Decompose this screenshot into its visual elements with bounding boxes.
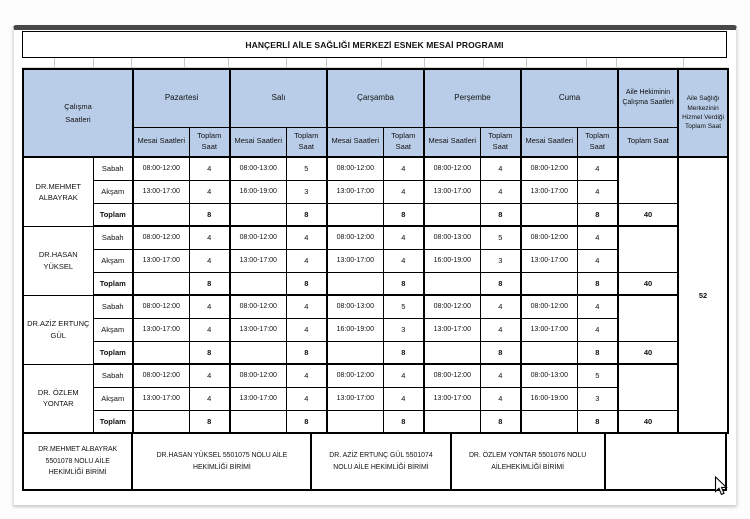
time-cell-empty — [230, 341, 286, 364]
period-label-cell: Sabah — [93, 157, 133, 180]
time-cell: 08:00-12:00 — [133, 364, 189, 387]
time-cell-empty — [424, 203, 480, 226]
schedule-row — [23, 272, 728, 295]
empty-unit-cell — [606, 434, 725, 489]
schedule-row — [23, 226, 728, 249]
day-header-wednesday: Çarşamba — [327, 69, 424, 127]
hours-cell: 4 — [383, 180, 424, 203]
schedule-header — [23, 69, 728, 157]
unit-label-cell: DR.HASAN YÜKSEL 5501075 NOLU AİLE HEKİMLİĞİ BİRİMİ — [133, 434, 312, 489]
hours-cell: 4 — [577, 180, 618, 203]
schedule-row — [23, 410, 728, 433]
day-header-thursday: Perşembe — [424, 69, 521, 127]
time-cell: 08:00-12:00 — [521, 295, 577, 318]
sub-header-toplam: Toplam Saat — [383, 127, 424, 157]
period-label-cell: Toplam — [93, 272, 133, 295]
schedule-body — [23, 157, 728, 433]
time-cell-empty — [133, 203, 189, 226]
time-cell: 13:00-17:00 — [230, 318, 286, 341]
doctor-name-cell: DR.MEHMET ALBAYRAK — [23, 157, 93, 226]
time-cell: 13:00-17:00 — [133, 249, 189, 272]
time-cell-empty — [521, 203, 577, 226]
schedule-row — [23, 203, 728, 226]
hours-cell: 8 — [480, 203, 521, 226]
time-cell-empty — [327, 341, 383, 364]
time-cell: 08:00-12:00 — [424, 157, 480, 180]
time-cell: 08:00-13:00 — [230, 157, 286, 180]
time-cell: 13:00-17:00 — [424, 387, 480, 410]
period-label-cell: Sabah — [93, 364, 133, 387]
time-cell-empty — [424, 341, 480, 364]
sub-header-toplam: Toplam Saat — [189, 127, 230, 157]
grid-cell — [684, 58, 727, 68]
hours-cell: 8 — [189, 341, 230, 364]
center-week-total-cell: 52 — [678, 157, 728, 433]
hours-cell: 5 — [577, 364, 618, 387]
hours-cell: 4 — [577, 249, 618, 272]
unit-label-cell: DR. ÖZLEM YONTAR 5501076 NOLU AİLEHEKİMLİĞİ BİRİMİ — [452, 434, 606, 489]
time-cell-empty — [133, 341, 189, 364]
mouse-cursor-icon — [714, 476, 728, 496]
schedule-row — [23, 364, 728, 387]
time-cell-empty — [327, 410, 383, 433]
hours-cell: 4 — [480, 318, 521, 341]
time-cell-empty — [521, 341, 577, 364]
hours-cell: 4 — [383, 387, 424, 410]
hours-cell: 8 — [577, 272, 618, 295]
hours-cell: 4 — [480, 364, 521, 387]
period-label-cell: Sabah — [93, 226, 133, 249]
period-label-cell: Akşam — [93, 318, 133, 341]
physician-week-total-cell: 40 — [618, 203, 678, 226]
hours-cell: 5 — [286, 157, 327, 180]
hours-cell: 4 — [480, 387, 521, 410]
period-label-cell: Sabah — [93, 295, 133, 318]
physician-week-empty-cell — [618, 157, 678, 203]
time-cell: 08:00-12:00 — [424, 295, 480, 318]
hours-cell: 8 — [577, 203, 618, 226]
hours-cell: 8 — [383, 203, 424, 226]
grid-cell — [55, 58, 94, 68]
time-cell-empty — [424, 272, 480, 295]
hours-cell: 8 — [383, 410, 424, 433]
time-cell: 13:00-17:00 — [327, 180, 383, 203]
time-cell: 16:00-19:00 — [230, 180, 286, 203]
period-label-cell: Toplam — [93, 410, 133, 433]
grid-cell — [287, 58, 327, 68]
hours-cell: 3 — [383, 318, 424, 341]
time-cell-empty — [521, 410, 577, 433]
time-cell: 08:00-12:00 — [521, 157, 577, 180]
hours-cell: 8 — [383, 341, 424, 364]
hours-cell: 4 — [189, 226, 230, 249]
hours-cell: 4 — [383, 157, 424, 180]
time-cell: 08:00-12:00 — [230, 226, 286, 249]
hours-cell: 4 — [189, 249, 230, 272]
time-cell: 13:00-17:00 — [521, 318, 577, 341]
time-cell: 13:00-17:00 — [521, 249, 577, 272]
hours-cell: 4 — [383, 364, 424, 387]
hours-cell: 4 — [286, 295, 327, 318]
hours-cell: 5 — [480, 226, 521, 249]
doctor-name-cell: DR.HASAN YÜKSEL — [23, 226, 93, 295]
hours-cell: 4 — [189, 387, 230, 410]
time-cell-empty — [424, 410, 480, 433]
hours-cell: 8 — [577, 341, 618, 364]
hours-cell: 8 — [480, 341, 521, 364]
time-cell: 08:00-12:00 — [230, 364, 286, 387]
corner-header-cell — [23, 69, 133, 157]
sub-header-toplam: Toplam Saat — [286, 127, 327, 157]
time-cell: 13:00-17:00 — [424, 318, 480, 341]
time-cell: 16:00-19:00 — [521, 387, 577, 410]
physician-week-total-cell: 40 — [618, 272, 678, 295]
hours-cell: 4 — [577, 295, 618, 318]
time-cell: 13:00-17:00 — [230, 249, 286, 272]
hours-cell: 8 — [480, 272, 521, 295]
hours-cell: 8 — [189, 272, 230, 295]
physician-week-total-cell: 40 — [618, 410, 678, 433]
physician-week-empty-cell — [618, 364, 678, 410]
hours-cell: 4 — [577, 226, 618, 249]
time-cell: 08:00-12:00 — [133, 226, 189, 249]
time-cell: 08:00-12:00 — [327, 226, 383, 249]
grid-cell — [229, 58, 287, 68]
schedule-row — [23, 295, 728, 318]
time-cell: 08:00-12:00 — [230, 295, 286, 318]
grid-cell — [617, 58, 684, 68]
hours-cell: 8 — [189, 410, 230, 433]
grid-cell — [327, 58, 382, 68]
grid-cell — [132, 58, 185, 68]
time-cell: 13:00-17:00 — [521, 180, 577, 203]
sub-header-mesai: Mesai Saatleri — [521, 127, 577, 157]
doctor-name-cell: DR.AZİZ ERTUNÇ GÜL — [23, 295, 93, 364]
physician-week-total-cell: 40 — [618, 341, 678, 364]
hours-cell: 4 — [286, 364, 327, 387]
hours-cell: 5 — [383, 295, 424, 318]
grid-cell — [527, 58, 587, 68]
corner-header-label: Çalışma Saatleri — [64, 101, 92, 124]
physician-hours-subheader: Toplam Saat — [618, 127, 678, 157]
hours-cell: 8 — [189, 203, 230, 226]
time-cell: 08:00-13:00 — [424, 226, 480, 249]
time-cell-empty — [327, 272, 383, 295]
hours-cell: 4 — [189, 295, 230, 318]
schedule-row — [23, 157, 728, 180]
day-header-tuesday: Salı — [230, 69, 327, 127]
time-cell-empty — [230, 272, 286, 295]
hours-cell: 4 — [480, 180, 521, 203]
page-title: HANÇERLİ AİLE SAĞLIĞI MERKEZİ ESNEK MESAİ PROGRAMI — [22, 31, 727, 58]
hours-cell: 4 — [189, 364, 230, 387]
grid-cell — [185, 58, 229, 68]
hours-cell: 4 — [383, 226, 424, 249]
hours-cell: 8 — [286, 203, 327, 226]
schedule-row — [23, 341, 728, 364]
sub-header-mesai: Mesai Saatleri — [424, 127, 480, 157]
sub-header-mesai: Mesai Saatleri — [230, 127, 286, 157]
time-cell: 16:00-19:00 — [424, 249, 480, 272]
unit-label-cell: DR. AZİZ ERTUNÇ GÜL 5501074 NOLU AİLE HEKİMLİĞİ BİRİMİ — [312, 434, 451, 489]
time-cell: 16:00-19:00 — [327, 318, 383, 341]
physician-week-empty-cell — [618, 226, 678, 272]
physician-hours-header: Aile Hekiminin Çalışma Saatleri — [618, 69, 678, 127]
grid-cell — [425, 58, 484, 68]
hours-cell: 8 — [286, 410, 327, 433]
hours-cell: 4 — [383, 249, 424, 272]
hours-cell: 8 — [286, 341, 327, 364]
time-cell: 08:00-12:00 — [327, 364, 383, 387]
time-cell-empty — [327, 203, 383, 226]
time-cell: 08:00-12:00 — [424, 364, 480, 387]
sub-header-toplam: Toplam Saat — [480, 127, 521, 157]
time-cell: 08:00-12:00 — [327, 157, 383, 180]
day-header-friday: Cuma — [521, 69, 618, 127]
schedule-table — [22, 68, 729, 434]
sub-header-mesai: Mesai Saatleri — [327, 127, 383, 157]
hours-cell: 3 — [480, 249, 521, 272]
hours-cell: 4 — [577, 318, 618, 341]
time-cell: 13:00-17:00 — [133, 387, 189, 410]
hours-cell: 4 — [286, 249, 327, 272]
period-label-cell: Akşam — [93, 387, 133, 410]
unit-label-cell: DR.MEHMET ALBAYRAK 5501078 NOLU AİLE HEKİMLİĞİ BİRİMİ — [24, 434, 133, 489]
doctor-name-cell: DR. ÖZLEM YONTAR — [23, 364, 93, 433]
time-cell-empty — [521, 272, 577, 295]
time-cell-empty — [230, 410, 286, 433]
hours-cell: 4 — [189, 180, 230, 203]
hours-cell: 4 — [189, 157, 230, 180]
period-label-cell: Toplam — [93, 203, 133, 226]
sub-header-mesai: Mesai Saatleri — [133, 127, 189, 157]
day-header-monday: Pazartesi — [133, 69, 230, 127]
hours-cell: 8 — [577, 410, 618, 433]
hours-cell: 8 — [286, 272, 327, 295]
time-cell: 08:00-12:00 — [133, 295, 189, 318]
family-practice-units-row — [22, 434, 727, 491]
grid-cell — [94, 58, 132, 68]
hours-cell: 4 — [286, 318, 327, 341]
hours-cell: 8 — [480, 410, 521, 433]
time-cell: 08:00-13:00 — [327, 295, 383, 318]
hours-cell: 3 — [577, 387, 618, 410]
time-cell-empty — [133, 272, 189, 295]
time-cell: 08:00-12:00 — [521, 226, 577, 249]
hours-cell: 4 — [286, 226, 327, 249]
time-cell: 13:00-17:00 — [230, 387, 286, 410]
period-label-cell: Akşam — [93, 249, 133, 272]
time-cell: 08:00-12:00 — [133, 157, 189, 180]
time-cell: 13:00-17:00 — [133, 180, 189, 203]
time-cell: 13:00-17:00 — [133, 318, 189, 341]
physician-week-empty-cell — [618, 295, 678, 341]
time-cell-empty — [230, 203, 286, 226]
document-page — [13, 25, 737, 505]
spreadsheet-gridline-strip — [22, 58, 727, 68]
time-cell-empty — [133, 410, 189, 433]
center-hours-header: Aile Sağlığı Merkezinin Hizmet Verdiği Toplam Saat — [678, 69, 728, 157]
grid-cell — [22, 58, 55, 68]
hours-cell: 4 — [480, 157, 521, 180]
hours-cell: 4 — [577, 157, 618, 180]
sub-header-toplam: Toplam Saat — [577, 127, 618, 157]
grid-cell — [587, 58, 617, 68]
hours-cell: 4 — [189, 318, 230, 341]
time-cell: 13:00-17:00 — [424, 180, 480, 203]
time-cell: 08:00-13:00 — [521, 364, 577, 387]
hours-cell: 4 — [480, 295, 521, 318]
hours-cell: 4 — [286, 387, 327, 410]
time-cell: 13:00-17:00 — [327, 387, 383, 410]
hours-cell: 3 — [286, 180, 327, 203]
time-cell: 13:00-17:00 — [327, 249, 383, 272]
period-label-cell: Toplam — [93, 341, 133, 364]
period-label-cell: Akşam — [93, 180, 133, 203]
grid-cell — [484, 58, 527, 68]
grid-cell — [382, 58, 425, 68]
hours-cell: 8 — [383, 272, 424, 295]
